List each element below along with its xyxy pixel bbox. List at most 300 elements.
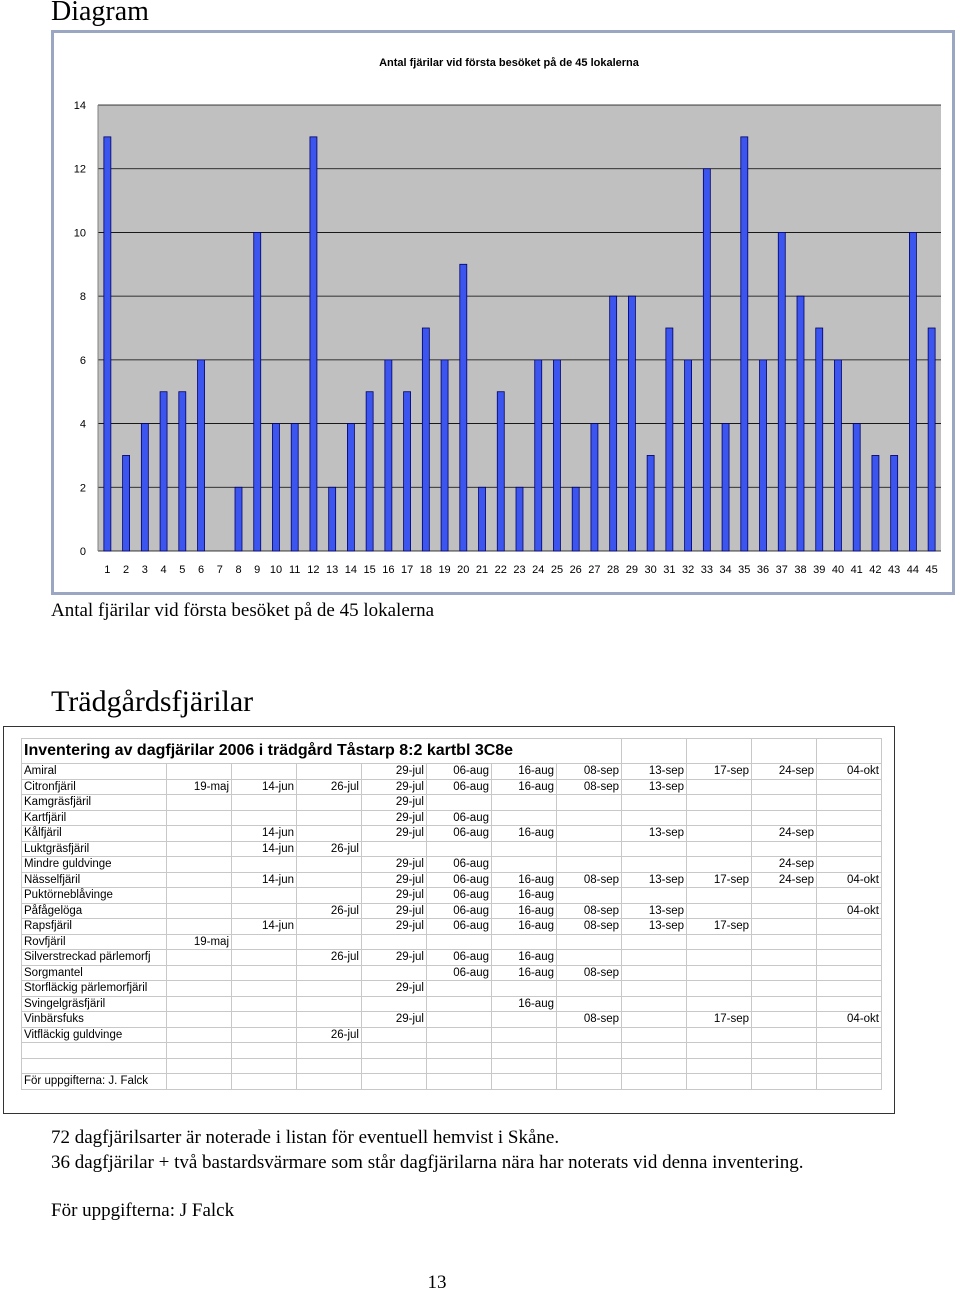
observation-date-cell: 06-aug <box>427 903 492 919</box>
table-row <box>22 981 882 997</box>
observation-date-cell <box>622 1043 687 1059</box>
table-row <box>22 996 882 1012</box>
y-tick-label: 8 <box>79 291 86 304</box>
y-tick-label: 12 <box>73 163 86 176</box>
table-row <box>22 950 882 966</box>
table-row <box>22 872 882 888</box>
table-row <box>22 1027 882 1043</box>
observation-date-cell: 06-aug <box>427 965 492 981</box>
bar <box>254 232 261 551</box>
observation-date-cell: 29-jul <box>362 1012 427 1028</box>
observation-date-cell <box>362 1043 427 1059</box>
observation-date-cell: 06-aug <box>427 810 492 826</box>
observation-date-cell: 17-sep <box>687 872 752 888</box>
y-tick-label: 4 <box>79 418 86 431</box>
observation-date-cell <box>232 903 297 919</box>
observation-date-cell: 29-jul <box>362 872 427 888</box>
observation-date-cell <box>427 1012 492 1028</box>
species-name-cell: Amiral <box>22 764 167 780</box>
bar <box>685 360 692 551</box>
observation-date-cell <box>752 903 817 919</box>
species-name-cell: Vitfläckig guldvinge <box>22 1027 167 1043</box>
bar <box>272 424 279 551</box>
observation-date-cell <box>687 1043 752 1059</box>
x-tick-label: 30 <box>644 564 657 576</box>
observation-date-cell <box>232 1058 297 1074</box>
bar <box>497 392 504 551</box>
observation-date-cell: 16-aug <box>492 888 557 904</box>
bar <box>853 424 860 551</box>
x-tick-label: 29 <box>625 564 639 576</box>
observation-date-cell <box>752 1043 817 1059</box>
bar <box>628 296 635 551</box>
observation-date-cell: 06-aug <box>427 950 492 966</box>
species-name-cell: Puktörneblåvinge <box>22 888 167 904</box>
table-row <box>22 965 882 981</box>
table-row <box>22 1058 882 1074</box>
observation-date-cell <box>622 1058 687 1074</box>
bar <box>310 137 317 551</box>
x-tick-label: 24 <box>532 564 545 576</box>
observation-date-cell <box>687 934 752 950</box>
bar <box>141 424 148 551</box>
observation-date-cell: 08-sep <box>557 1012 622 1028</box>
y-tick-label: 0 <box>79 546 86 558</box>
observation-date-cell: 24-sep <box>752 857 817 873</box>
bar <box>441 360 448 551</box>
observation-date-cell <box>752 779 817 795</box>
observation-date-cell <box>622 950 687 966</box>
observation-date-cell <box>232 965 297 981</box>
table-row <box>22 888 882 904</box>
table-row <box>22 764 882 780</box>
observation-date-cell <box>492 981 557 997</box>
bar <box>741 137 748 551</box>
observation-date-cell <box>557 950 622 966</box>
observation-date-cell: 19-maj <box>167 779 232 795</box>
x-tick-label: 23 <box>513 564 526 576</box>
bar <box>703 169 710 551</box>
x-tick-label: 4 <box>160 564 167 576</box>
table-row <box>22 903 882 919</box>
diagram-heading: Diagram <box>51 0 149 27</box>
observation-date-cell <box>492 1012 557 1028</box>
observation-date-cell <box>622 841 687 857</box>
observation-date-cell <box>817 996 882 1012</box>
observation-date-cell <box>557 1074 622 1090</box>
observation-date-cell <box>557 1058 622 1074</box>
bar <box>347 424 354 551</box>
observation-date-cell <box>297 888 362 904</box>
x-tick-label: 25 <box>550 564 564 576</box>
x-tick-label: 42 <box>869 564 882 576</box>
observation-date-cell <box>492 1074 557 1090</box>
paragraph-observed-count: 36 dagfjärilar + två bastardsvärmare som står dagfjärilarna nära har noterats vid denna inventering. <box>51 1152 804 1173</box>
observation-date-cell <box>752 919 817 935</box>
table-row <box>22 1012 882 1028</box>
observation-date-cell <box>167 1058 232 1074</box>
observation-date-cell <box>167 950 232 966</box>
observation-date-cell: 19-maj <box>167 934 232 950</box>
bar <box>591 424 598 551</box>
observation-date-cell <box>817 950 882 966</box>
observation-date-cell <box>752 888 817 904</box>
observation-date-cell <box>297 857 362 873</box>
observation-date-cell <box>232 981 297 997</box>
observation-date-cell: 16-aug <box>492 919 557 935</box>
observation-date-cell <box>167 981 232 997</box>
observation-date-cell <box>297 1043 362 1059</box>
paragraph-species-count: 72 dagfjärilsarter är noterade i listan för eventuell hemvist i Skåne. <box>51 1127 560 1148</box>
x-tick-label: 17 <box>400 564 414 576</box>
x-tick-label: 10 <box>269 564 283 576</box>
bar <box>329 487 336 551</box>
plot-area <box>98 105 941 551</box>
observation-date-cell <box>817 857 882 873</box>
x-tick-label: 11 <box>288 564 301 576</box>
observation-date-cell <box>622 996 687 1012</box>
bar <box>179 392 186 551</box>
observation-date-cell <box>167 826 232 842</box>
observation-date-cell <box>817 1043 882 1059</box>
observation-date-cell <box>167 872 232 888</box>
species-name-cell: Storfläckig pärlemorfjäril <box>22 981 167 997</box>
bar <box>291 424 298 551</box>
observation-date-cell: 26-jul <box>297 841 362 857</box>
observation-date-cell: 08-sep <box>557 764 622 780</box>
observation-date-cell: 29-jul <box>362 779 427 795</box>
observation-date-cell <box>622 1074 687 1090</box>
observation-date-cell <box>167 1027 232 1043</box>
x-tick-label: 7 <box>216 564 223 576</box>
observation-date-cell <box>492 1043 557 1059</box>
x-tick-label: 32 <box>681 564 695 576</box>
bar <box>778 232 785 551</box>
table-row <box>22 826 882 842</box>
observation-date-cell <box>752 965 817 981</box>
table-row <box>22 1043 882 1059</box>
observation-date-cell <box>167 919 232 935</box>
observation-date-cell <box>167 795 232 811</box>
observation-date-cell <box>557 934 622 950</box>
observation-date-cell: 16-aug <box>492 779 557 795</box>
observation-date-cell <box>297 1074 362 1090</box>
observation-date-cell <box>752 1074 817 1090</box>
bar <box>647 455 654 551</box>
observation-date-cell <box>232 1074 297 1090</box>
observation-date-cell: 16-aug <box>492 903 557 919</box>
observation-date-cell <box>492 857 557 873</box>
y-tick-label: 14 <box>73 100 86 112</box>
table-row <box>22 919 882 935</box>
observation-date-cell: 13-sep <box>622 779 687 795</box>
observation-date-cell <box>622 981 687 997</box>
observation-date-cell <box>167 810 232 826</box>
observation-date-cell <box>167 1074 232 1090</box>
species-name-cell: Kamgräsfjäril <box>22 795 167 811</box>
observation-date-cell <box>817 841 882 857</box>
observation-date-cell <box>622 1027 687 1043</box>
x-tick-label: 33 <box>700 564 713 576</box>
observation-date-cell <box>687 826 752 842</box>
observation-date-cell: 24-sep <box>752 764 817 780</box>
observation-date-cell: 26-jul <box>297 779 362 795</box>
species-name-cell: Svingelgräsfjäril <box>22 996 167 1012</box>
chart-title: Antal fjärilar vid första besöket på de 45 lokalerna <box>379 57 639 69</box>
observation-date-cell: 04-okt <box>817 1012 882 1028</box>
bar <box>104 137 111 551</box>
observation-date-cell <box>687 779 752 795</box>
x-tick-label: 40 <box>831 564 845 576</box>
observation-date-cell <box>232 795 297 811</box>
table-row <box>22 779 882 795</box>
observation-date-cell <box>752 996 817 1012</box>
x-tick-label: 9 <box>254 564 261 576</box>
observation-date-cell <box>622 934 687 950</box>
x-tick-label: 39 <box>813 564 826 576</box>
observation-date-cell: 08-sep <box>557 919 622 935</box>
x-tick-label: 26 <box>569 564 582 576</box>
x-tick-label: 3 <box>141 564 148 576</box>
observation-date-cell <box>362 965 427 981</box>
observation-date-cell: 16-aug <box>492 996 557 1012</box>
observation-date-cell: 04-okt <box>817 872 882 888</box>
x-tick-label: 14 <box>344 564 358 576</box>
observation-date-cell: 14-jun <box>232 779 297 795</box>
observation-date-cell <box>167 903 232 919</box>
observation-date-cell: 08-sep <box>557 779 622 795</box>
observation-date-cell <box>427 996 492 1012</box>
x-tick-label: 8 <box>235 564 242 576</box>
observation-date-cell <box>167 965 232 981</box>
observation-date-cell <box>557 857 622 873</box>
observation-date-cell <box>232 764 297 780</box>
observation-date-cell <box>427 1074 492 1090</box>
bar <box>516 487 523 551</box>
bar <box>385 360 392 551</box>
bar <box>891 455 898 551</box>
observation-date-cell <box>297 826 362 842</box>
observation-date-cell: 16-aug <box>492 965 557 981</box>
observation-date-cell <box>557 826 622 842</box>
observation-date-cell <box>557 981 622 997</box>
observation-date-cell: 24-sep <box>752 826 817 842</box>
table-row <box>22 795 882 811</box>
bar <box>909 232 916 551</box>
observation-date-cell <box>687 996 752 1012</box>
observation-date-cell <box>817 981 882 997</box>
bar <box>797 296 804 551</box>
bar <box>553 360 560 551</box>
observation-date-cell <box>297 764 362 780</box>
observation-date-cell: 17-sep <box>687 919 752 935</box>
species-name-cell: För uppgifterna: J. Falck <box>22 1074 167 1090</box>
observation-date-cell <box>687 903 752 919</box>
observation-date-cell <box>492 1027 557 1043</box>
observation-date-cell: 29-jul <box>362 810 427 826</box>
species-name-cell: Luktgräsfjäril <box>22 841 167 857</box>
observation-date-cell <box>687 810 752 826</box>
observation-date-cell <box>362 1074 427 1090</box>
observation-date-cell <box>752 1012 817 1028</box>
x-tick-label: 1 <box>104 564 111 576</box>
observation-date-cell <box>817 779 882 795</box>
observation-date-cell <box>687 950 752 966</box>
species-name-cell <box>22 1043 167 1059</box>
observation-date-cell <box>492 934 557 950</box>
chart-caption: Antal fjärilar vid första besöket på de 45 lokalerna <box>51 600 435 621</box>
x-tick-label: 16 <box>382 564 395 576</box>
species-name-cell: Rapsfjäril <box>22 919 167 935</box>
observation-date-cell <box>557 1027 622 1043</box>
observation-date-cell <box>817 1027 882 1043</box>
x-tick-label: 5 <box>179 564 186 576</box>
observation-date-cell <box>557 1043 622 1059</box>
x-tick-label: 6 <box>197 564 205 576</box>
x-tick-label: 38 <box>794 564 807 576</box>
y-tick-label: 10 <box>73 227 86 240</box>
observation-date-cell <box>362 841 427 857</box>
observation-date-cell <box>687 1074 752 1090</box>
observation-date-cell <box>297 872 362 888</box>
bar <box>366 392 373 551</box>
x-tick-label: 44 <box>906 564 920 576</box>
observation-date-cell: 16-aug <box>492 826 557 842</box>
bar <box>816 328 823 551</box>
observation-date-cell <box>817 826 882 842</box>
observation-date-cell <box>167 888 232 904</box>
observation-date-cell: 29-jul <box>362 857 427 873</box>
x-tick-label: 15 <box>363 564 376 576</box>
observation-date-cell <box>817 1074 882 1090</box>
species-name-cell: Kålfjäril <box>22 826 167 842</box>
observation-date-cell <box>817 1058 882 1074</box>
observation-date-cell <box>687 981 752 997</box>
observation-date-cell <box>167 841 232 857</box>
x-tick-label: 37 <box>775 564 788 576</box>
x-tick-label: 19 <box>438 564 451 576</box>
observation-date-cell: 08-sep <box>557 965 622 981</box>
inventory-title-row <box>22 739 882 764</box>
observation-date-cell: 06-aug <box>427 872 492 888</box>
bar <box>872 455 879 551</box>
paragraph-credit: För uppgifterna: J Falck <box>51 1200 235 1221</box>
observation-date-cell: 24-sep <box>752 872 817 888</box>
species-name-cell <box>22 1058 167 1074</box>
observation-date-cell: 06-aug <box>427 779 492 795</box>
species-name-cell: Vinbärsfuks <box>22 1012 167 1028</box>
observation-date-cell <box>817 795 882 811</box>
observation-date-cell <box>557 996 622 1012</box>
observation-date-cell: 13-sep <box>622 903 687 919</box>
observation-date-cell: 17-sep <box>687 1012 752 1028</box>
observation-date-cell: 06-aug <box>427 857 492 873</box>
observation-date-cell: 16-aug <box>492 872 557 888</box>
bar <box>160 392 167 551</box>
observation-date-cell <box>817 934 882 950</box>
observation-date-cell <box>752 981 817 997</box>
observation-date-cell <box>817 965 882 981</box>
table-row <box>22 934 882 950</box>
bar <box>610 296 617 551</box>
x-tick-label: 22 <box>494 564 507 576</box>
observation-date-cell <box>752 1027 817 1043</box>
bar <box>760 360 767 551</box>
observation-date-cell: 06-aug <box>427 888 492 904</box>
observation-date-cell <box>427 841 492 857</box>
observation-date-cell <box>362 934 427 950</box>
observation-date-cell <box>232 857 297 873</box>
observation-date-cell <box>557 841 622 857</box>
bar <box>479 487 486 551</box>
observation-date-cell: 16-aug <box>492 950 557 966</box>
observation-date-cell: 06-aug <box>427 764 492 780</box>
observation-date-cell <box>557 795 622 811</box>
observation-date-cell <box>232 1027 297 1043</box>
y-tick-label: 6 <box>79 354 86 367</box>
observation-date-cell: 29-jul <box>362 795 427 811</box>
observation-date-cell <box>167 1012 232 1028</box>
observation-date-cell <box>752 795 817 811</box>
x-tick-label: 36 <box>756 564 770 576</box>
observation-date-cell <box>232 810 297 826</box>
x-tick-label: 31 <box>663 564 676 576</box>
observation-date-cell <box>817 919 882 935</box>
observation-date-cell <box>232 888 297 904</box>
observation-date-cell: 29-jul <box>362 903 427 919</box>
table-row <box>22 810 882 826</box>
observation-date-cell <box>752 841 817 857</box>
observation-date-cell <box>297 934 362 950</box>
x-tick-label: 45 <box>925 564 938 576</box>
observation-date-cell <box>687 1027 752 1043</box>
observation-date-cell <box>622 795 687 811</box>
bar <box>198 360 205 551</box>
observation-date-cell <box>232 996 297 1012</box>
observation-date-cell <box>622 857 687 873</box>
observation-date-cell <box>622 965 687 981</box>
observation-date-cell: 29-jul <box>362 764 427 780</box>
observation-date-cell <box>297 981 362 997</box>
observation-date-cell <box>362 1058 427 1074</box>
observation-date-cell <box>232 1043 297 1059</box>
observation-date-cell: 04-okt <box>817 764 882 780</box>
bar <box>460 264 467 551</box>
observation-date-cell: 13-sep <box>622 764 687 780</box>
observation-date-cell <box>752 1058 817 1074</box>
observation-date-cell <box>752 934 817 950</box>
x-tick-label: 12 <box>307 564 320 576</box>
observation-date-cell <box>687 965 752 981</box>
bar <box>535 360 542 551</box>
observation-date-cell <box>492 841 557 857</box>
bar <box>422 328 429 551</box>
observation-date-cell: 29-jul <box>362 888 427 904</box>
observation-date-cell <box>297 965 362 981</box>
observation-date-cell <box>362 996 427 1012</box>
y-tick-label: 2 <box>79 482 86 495</box>
bar <box>123 455 130 551</box>
species-name-cell: Mindre guldvinge <box>22 857 167 873</box>
observation-date-cell <box>297 1012 362 1028</box>
observation-date-cell <box>557 888 622 904</box>
observation-date-cell <box>492 1058 557 1074</box>
x-tick-label: 41 <box>850 564 863 576</box>
bar-chart-svg <box>54 33 952 592</box>
bar-chart <box>51 30 955 595</box>
x-tick-label: 34 <box>719 564 732 576</box>
observation-date-cell <box>752 950 817 966</box>
